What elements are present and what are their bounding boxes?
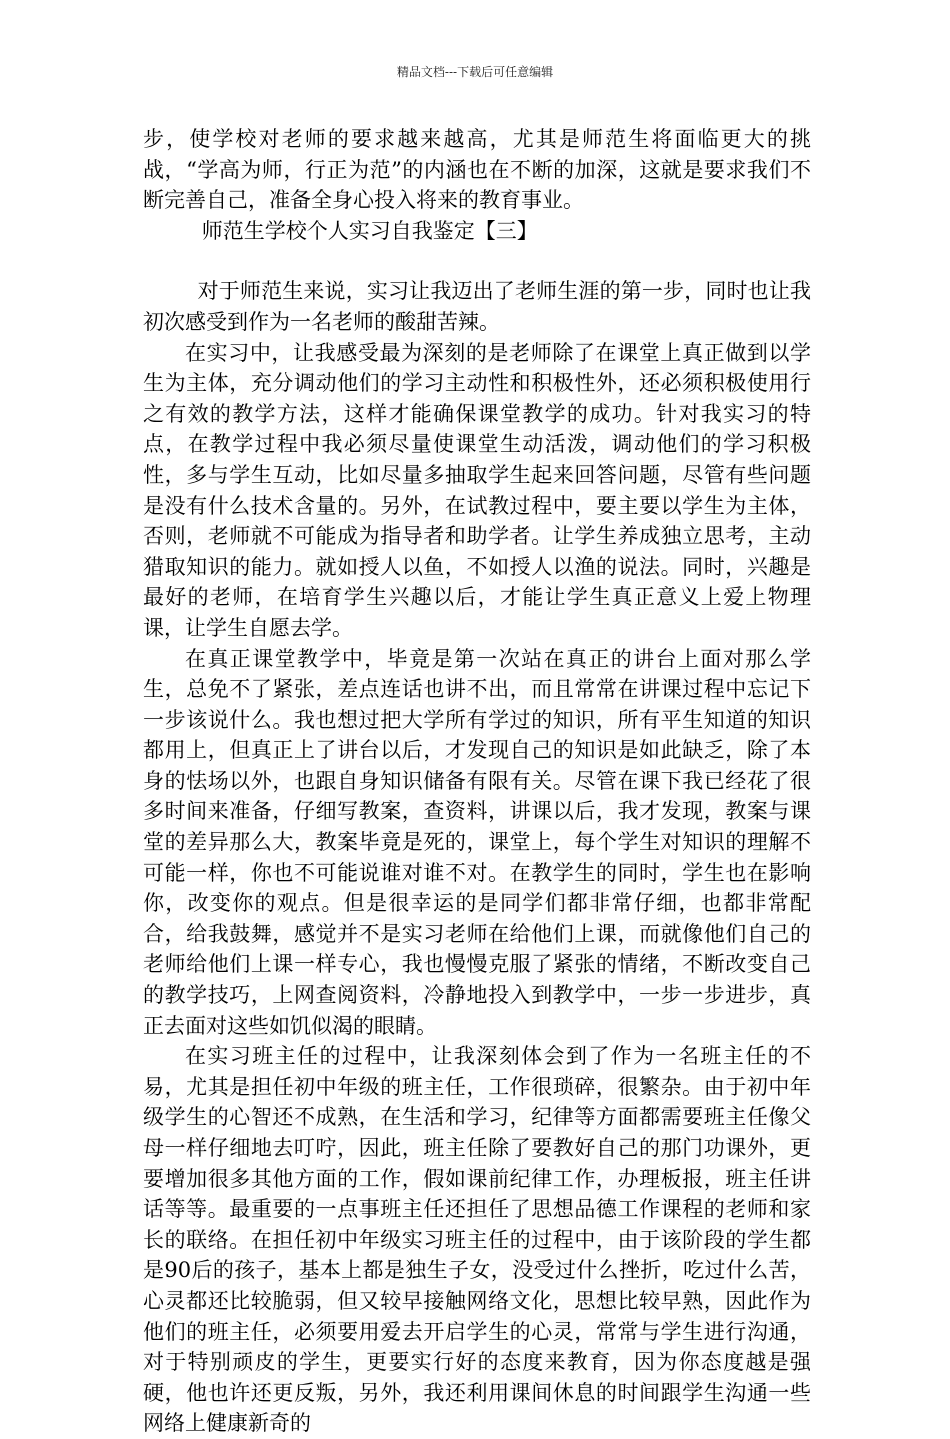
paragraph-teaching-methods: 在实习中，让我感受最为深刻的是老师除了在课堂上真正做到以学生为主体，充分调动他们的学习主动性和积极性外，还必须积极使用行之有效的教学方法，这样才能确保课堂教学的成功。针对我实习的特点，在教学过程中我必须尽量使课堂生动活泼，调动他们的学习积极性，多与学生互动，比如尽量多抽取学生起来回答问题，尽管有些问题是没有什么技术含量的。另外，在试教过程中，要主要以学生为主体，否则，老师就不可能成为指导者和助学者。让学生养成独立思考，主动猎取知识的能力。就如授人以鱼，不如授人以渔的说法。同时，兴趣是最好的老师，在培育学生兴趣以后，才能让学生真正意义上爱上物理课，让学生自愿去学。 xyxy=(143,340,811,640)
paragraph-head-teacher: 在实习班主任的过程中，让我深刻体会到了作为一名班主任的不易，尤其是担任初中年级的班主任，工作很琐碎，很繁杂。由于初中年级学生的心智还不成熟，在生活和学习，纪律等方面都需要班主任像父母一样仔细地去叮咛，因此，班主任除了要教好自己的那门功课外，更要增加很多其他方面的工作，假如课前纪律工作，办理板报，班主任讲话等等。最重要的一点事班主任还担任了思想品德工作课程的老师和家长的联络。在担任初中年级实习班主任的过程中，由于该阶段的学生都是90后的孩子，基本上都是独生子女，没受过什么挫折，吃过什么苦，心灵都还比较脆弱，但又较早接触网络文化，思想比较早熟，因此作为他们的班主任，必须要用爱去开启学生的心灵，常常与学生进行沟通，对于特别顽皮的学生，更要实行好的态度来教育，因为你态度越是强硬，他也许还更反叛，另外，我还利用课间休息的时间跟学生沟通一些网络上健康新奇的 xyxy=(143,1044,811,1436)
document-body xyxy=(143,124,811,1439)
paragraph-intro: 对于师范生来说，实习让我迈出了老师生涯的第一步，同时也让我初次感受到作为一名老师的酸甜苦辣。 xyxy=(143,279,811,334)
page-header: 精品文档---下载后可任意编辑 xyxy=(396,65,554,79)
section-title: 师范生学校个人实习自我鉴定【三】 xyxy=(201,218,538,243)
blank-line xyxy=(143,246,811,276)
paragraph-classroom-experience: 在真正课堂教学中，毕竟是第一次站在真正的讲台上面对那么学生，总免不了紧张，差点连话也讲不出，而且常常在讲课过程中忘记下一步该说什么。我也想过把大学所有学过的知识，所有平生知道的知识都用上，但真正上了讲台以后，才发现自己的知识是如此缺乏，除了本身的怯场以外，也跟自身知识储备有限有关。尽管在课下我已经花了很多时间来准备，仔细写教案，查资料，讲课以后，我才发现，教案与课堂的差异那么大，教案毕竟是死的，课堂上，每个学生对知识的理解不可能一样，你也不可能说谁对谁不对。在教学生的同时，学生也在影响你，改变你的观点。但是很幸运的是同学们都非常仔细，也都非常配合，给我鼓舞，感觉并不是实习老师在给他们上课，而就像他们自己的老师给他们上课一样专心，我也慢慢克服了紧张的情绪，不断改变自己的教学技巧，上网查阅资料，冷静地投入到教学中，一步一步进步，真正去面对这些如饥似渴的眼睛。 xyxy=(143,646,811,1038)
continuation-paragraph: 步，使学校对老师的要求越来越高，尤其是师范生将面临更大的挑战，“学高为师，行正为范”的内涵也在不断的加深，这就是要求我们不断完善自己，准备全身心投入将来的教育事业。 xyxy=(143,127,811,213)
